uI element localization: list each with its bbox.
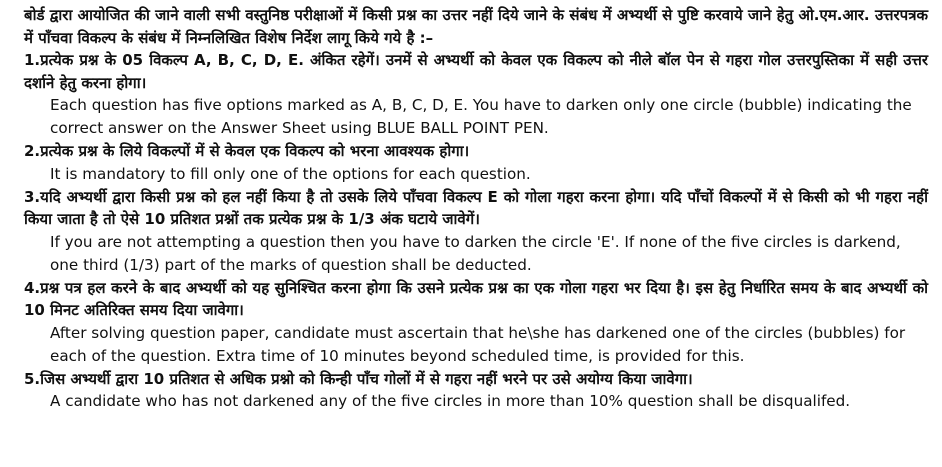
instruction-hindi (24, 368, 928, 391)
instruction-hindi (24, 49, 928, 94)
instruction-hindi-text: प्रत्येक प्रश्न के 05 विकल्प A, B, C, D, E. अंकित रहेगें। उनमें से अभ्यर्थी को केवल एक विकल्प को नीले बॉल पेन से गहरा गोल उत्तरपुस्तिका में सही उत्तर दर्शाने हेतु करना होगा। (24, 51, 928, 92)
instruction-english: If you are not attempting a question then you have to darken the circle 'E'. If none of the five circles is darkend, one third (1/3) part of the marks of question shall be deducted. (50, 232, 901, 274)
instruction-english: A candidate who has not darkened any of the five circles in more than 10% question shall be disqualifed. (50, 392, 851, 410)
instruction-number: 5. (24, 369, 41, 388)
instruction-item-3 (24, 186, 928, 277)
instruction-english: After solving question paper, candidate must ascertain that he\she has darkened one of the circles (bubbles) for each of the question. Extra time of 10 minutes beyond scheduled time, is provided for this. (50, 323, 906, 365)
instruction-item-4 (24, 277, 928, 368)
instruction-hindi-text: जिस अभ्यर्थी द्वारा 10 प्रतिशत से अधिक प्रश्नो को किन्ही पाँच गोलों में से गहरा नहीं भरने पर उसे अयोग्य किया जावेगा। (40, 369, 693, 388)
instruction-english: It is mandatory to fill only one of the options for each question. (50, 164, 531, 183)
instruction-item-1 (24, 49, 928, 140)
instruction-hindi (24, 186, 928, 231)
instruction-hindi (24, 140, 928, 163)
instruction-number: 2. (24, 142, 41, 160)
instruction-number: 4. (24, 278, 41, 297)
instruction-item-5 (24, 368, 928, 414)
intro-paragraph: बोर्ड द्वारा आयोजित की जाने वाली सभी वस्तुनिष्ठ परीक्षाओं में किसी प्रश्न का उत्तर नहीं दिये जाने के संबंध में अभ्यर्थी से पुष्टि करवाये जाने हेतु ओ.एम.आर. उत्तरपत्रक में पाँचवा विकल्प के संबंध में निम्नलिखित विशेष निर्देश लागू किये गये है :– (24, 6, 928, 47)
instruction-number: 3. (24, 187, 41, 206)
instruction-item-2 (24, 140, 928, 186)
instruction-english: Each question has five options marked as A, B, C, D, E. You have to darken only one circle (bubble) indicating the correct answer on the Answer Sheet using BLUE BALL POINT PEN. (50, 96, 912, 137)
instruction-hindi-text: प्रत्येक प्रश्न के लिये विकल्पों में से केवल एक विकल्प को भरना आवश्यक होगा। (40, 142, 470, 160)
instruction-hindi-text: प्रश्न पत्र हल करने के बाद अभ्यर्थी को यह सुनिश्चित करना होगा कि उसने प्रत्येक प्रश्न का एक गोला गहरा भर दिया है। इस हेतु निर्धारित समय के बाद अभ्यर्थी को 10 मिनट अतिरिक्त समय दिया जावेगा। (24, 278, 928, 319)
instruction-number: 1. (24, 51, 41, 69)
instruction-hindi (24, 277, 928, 322)
instruction-hindi-text: यदि अभ्यर्थी द्वारा किसी प्रश्न को हल नहीं किया है तो उसके लिये पाँचवा विकल्प E को गोला गहरा करना होगा। यदि पाँचों विकल्पों में से किसी को भी गहरा नहीं किया जाता है तो ऐसे 10 प्रतिशत प्रश्नों तक प्रत्येक प्रश्न के 1/3 अंक घटाये जावेगें। (24, 187, 928, 228)
